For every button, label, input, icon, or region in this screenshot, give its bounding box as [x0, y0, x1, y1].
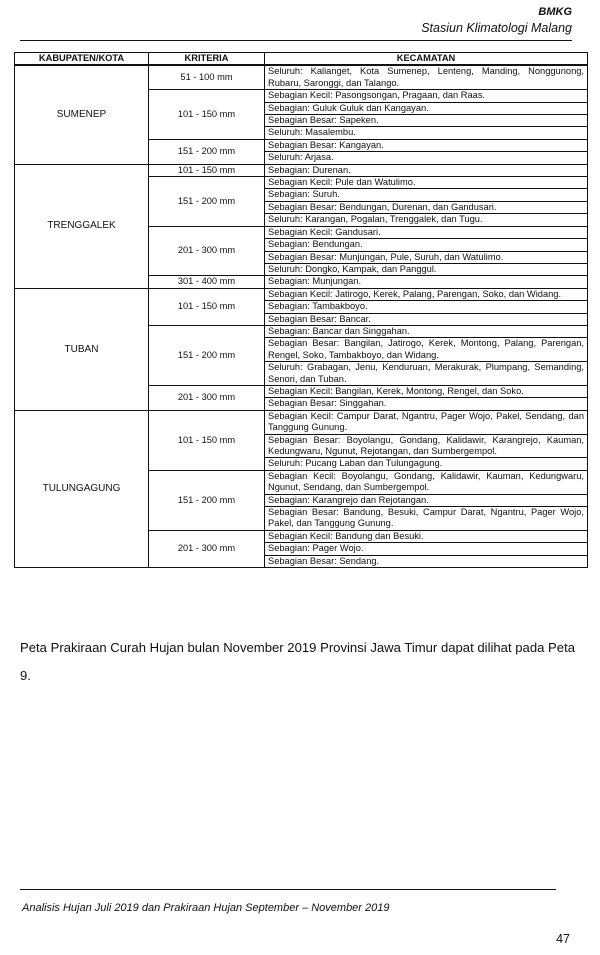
- kecamatan-cell: Sebagian: Pager Wojo.: [265, 543, 588, 555]
- body-paragraph: Peta Prakiraan Curah Hujan bulan November 2019 Provinsi Jawa Timur dapat dilihat pada Peta 9.: [20, 640, 575, 683]
- kecamatan-cell: Seluruh: Masalembu.: [265, 127, 588, 139]
- kecamatan-cell: Sebagian: Bendungan.: [265, 239, 588, 251]
- column-header: KECAMATAN: [265, 53, 588, 66]
- kecamatan-cell: Sebagian Kecil: Boyolangu, Gondang, Kalidawir, Kauman, Kedungwaru, Ngunut, Sendang, dan Sumbergempol.: [265, 470, 588, 494]
- kecamatan-cell: Sebagian: Durenan.: [265, 164, 588, 176]
- kabupaten-cell: SUMENEP: [15, 65, 149, 164]
- kecamatan-cell: Sebagian Besar: Sendang.: [265, 555, 588, 567]
- kriteria-cell: 101 - 150 mm: [149, 288, 265, 325]
- kecamatan-cell: Sebagian: Guluk Guluk dan Kangayan.: [265, 102, 588, 114]
- table-header-row: [15, 53, 588, 66]
- rainfall-table: [14, 52, 588, 568]
- kecamatan-cell: Sebagian: Karangrejo dan Rejotangan.: [265, 494, 588, 506]
- footer-rule: [20, 889, 556, 890]
- kriteria-cell: 201 - 300 mm: [149, 385, 265, 410]
- kabupaten-cell: TULUNGAGUNG: [15, 410, 149, 567]
- kriteria-cell: 301 - 400 mm: [149, 276, 265, 288]
- kabupaten-cell: TRENGGALEK: [15, 164, 149, 288]
- kecamatan-cell: Sebagian Besar: Bancar.: [265, 313, 588, 325]
- kecamatan-cell: Seluruh: Pucang Laban dan Tulungagung.: [265, 458, 588, 470]
- kecamatan-cell: Sebagian Besar: Singgahan.: [265, 398, 588, 410]
- kecamatan-cell: Sebagian Kecil: Bangilan, Kerek, Montong, Rengel, dan Soko.: [265, 385, 588, 397]
- kecamatan-cell: Sebagian Besar: Bandung, Besuki, Campur Darat, Ngantru, Pager Wojo, Pakel, dan Tanggung Gunung.: [265, 507, 588, 531]
- kecamatan-cell: Sebagian: Tambakboyo.: [265, 301, 588, 313]
- kecamatan-cell: Sebagian Besar: Bangilan, Jatirogo, Kerek, Montong, Palang, Parengan, Rengel, Soko, Tambakboyo, dan Widang.: [265, 338, 588, 362]
- kecamatan-cell: Sebagian Besar: Sapeken.: [265, 115, 588, 127]
- kecamatan-cell: Seluruh: Kalianget, Kota Sumenep, Lenteng, Manding, Nonggunong, Rubaru, Saronggi, dan Talango.: [265, 65, 588, 89]
- kecamatan-cell: Sebagian Kecil: Campur Darat, Ngantru, Pager Wojo, Pakel, Sendang, dan Tanggung Gunung.: [265, 410, 588, 434]
- kecamatan-cell: Seluruh: Grabagan, Jenu, Kenduruan, Merakurak, Plumpang, Semanding, Senori, dan Tuban.: [265, 362, 588, 386]
- kecamatan-cell: Sebagian Besar: Boyolangu, Gondang, Kalidawir, Karangrejo, Kauman, Kedungwaru, Ngunut, Rejotangan, dan Sumbergempol.: [265, 434, 588, 458]
- kecamatan-cell: Sebagian Kecil: Jatirogo, Kerek, Palang, Parengan, Soko, dan Widang.: [265, 288, 588, 300]
- kecamatan-cell: Sebagian Kecil: Pasongsongan, Pragaan, dan Raas.: [265, 90, 588, 102]
- kecamatan-cell: Sebagian: Munjungan.: [265, 276, 588, 288]
- kecamatan-cell: Sebagian Kecil: Bandung dan Besuki.: [265, 530, 588, 542]
- footer-text: Analisis Hujan Juli 2019 dan Prakiraan Hujan September – November 2019: [22, 902, 390, 914]
- page-number: 47: [556, 932, 570, 946]
- kecamatan-cell: Sebagian: Suruh.: [265, 189, 588, 201]
- kecamatan-cell: Seluruh: Karangan, Pogalan, Trenggalek, dan Tugu.: [265, 214, 588, 226]
- header-rule: [20, 40, 572, 41]
- kecamatan-cell: Seluruh: Arjasa.: [265, 152, 588, 164]
- kecamatan-cell: Sebagian Kecil: Gandusari.: [265, 226, 588, 238]
- kriteria-cell: 51 - 100 mm: [149, 65, 265, 89]
- table-row: [15, 164, 588, 176]
- column-header: KABUPATEN/KOTA: [15, 53, 149, 66]
- kabupaten-cell: TUBAN: [15, 288, 149, 410]
- column-header: KRITERIA: [149, 53, 265, 66]
- kriteria-cell: 101 - 150 mm: [149, 410, 265, 470]
- table-row: [15, 288, 588, 300]
- kecamatan-cell: Sebagian Besar: Munjungan, Pule, Suruh, dan Watulimo.: [265, 251, 588, 263]
- header-subtitle: Stasiun Klimatologi Malang: [421, 21, 572, 35]
- kecamatan-cell: Sebagian: Bancar dan Singgahan.: [265, 325, 588, 337]
- kecamatan-cell: Seluruh: Dongko, Kampak, dan Panggul.: [265, 263, 588, 275]
- kriteria-cell: 201 - 300 mm: [149, 530, 265, 567]
- header-org: BMKG: [538, 6, 572, 18]
- kriteria-cell: 101 - 150 mm: [149, 90, 265, 140]
- table-row: [15, 65, 588, 89]
- table-row: [15, 410, 588, 434]
- kecamatan-cell: Sebagian Kecil: Pule dan Watulimo.: [265, 177, 588, 189]
- kecamatan-cell: Sebagian Besar: Kangayan.: [265, 139, 588, 151]
- kriteria-cell: 151 - 200 mm: [149, 470, 265, 530]
- kriteria-cell: 101 - 150 mm: [149, 164, 265, 176]
- kriteria-cell: 151 - 200 mm: [149, 177, 265, 227]
- kriteria-cell: 151 - 200 mm: [149, 325, 265, 385]
- kecamatan-cell: Sebagian Besar: Bendungan, Durenan, dan Gandusari.: [265, 201, 588, 213]
- kriteria-cell: 201 - 300 mm: [149, 226, 265, 276]
- kriteria-cell: 151 - 200 mm: [149, 139, 265, 164]
